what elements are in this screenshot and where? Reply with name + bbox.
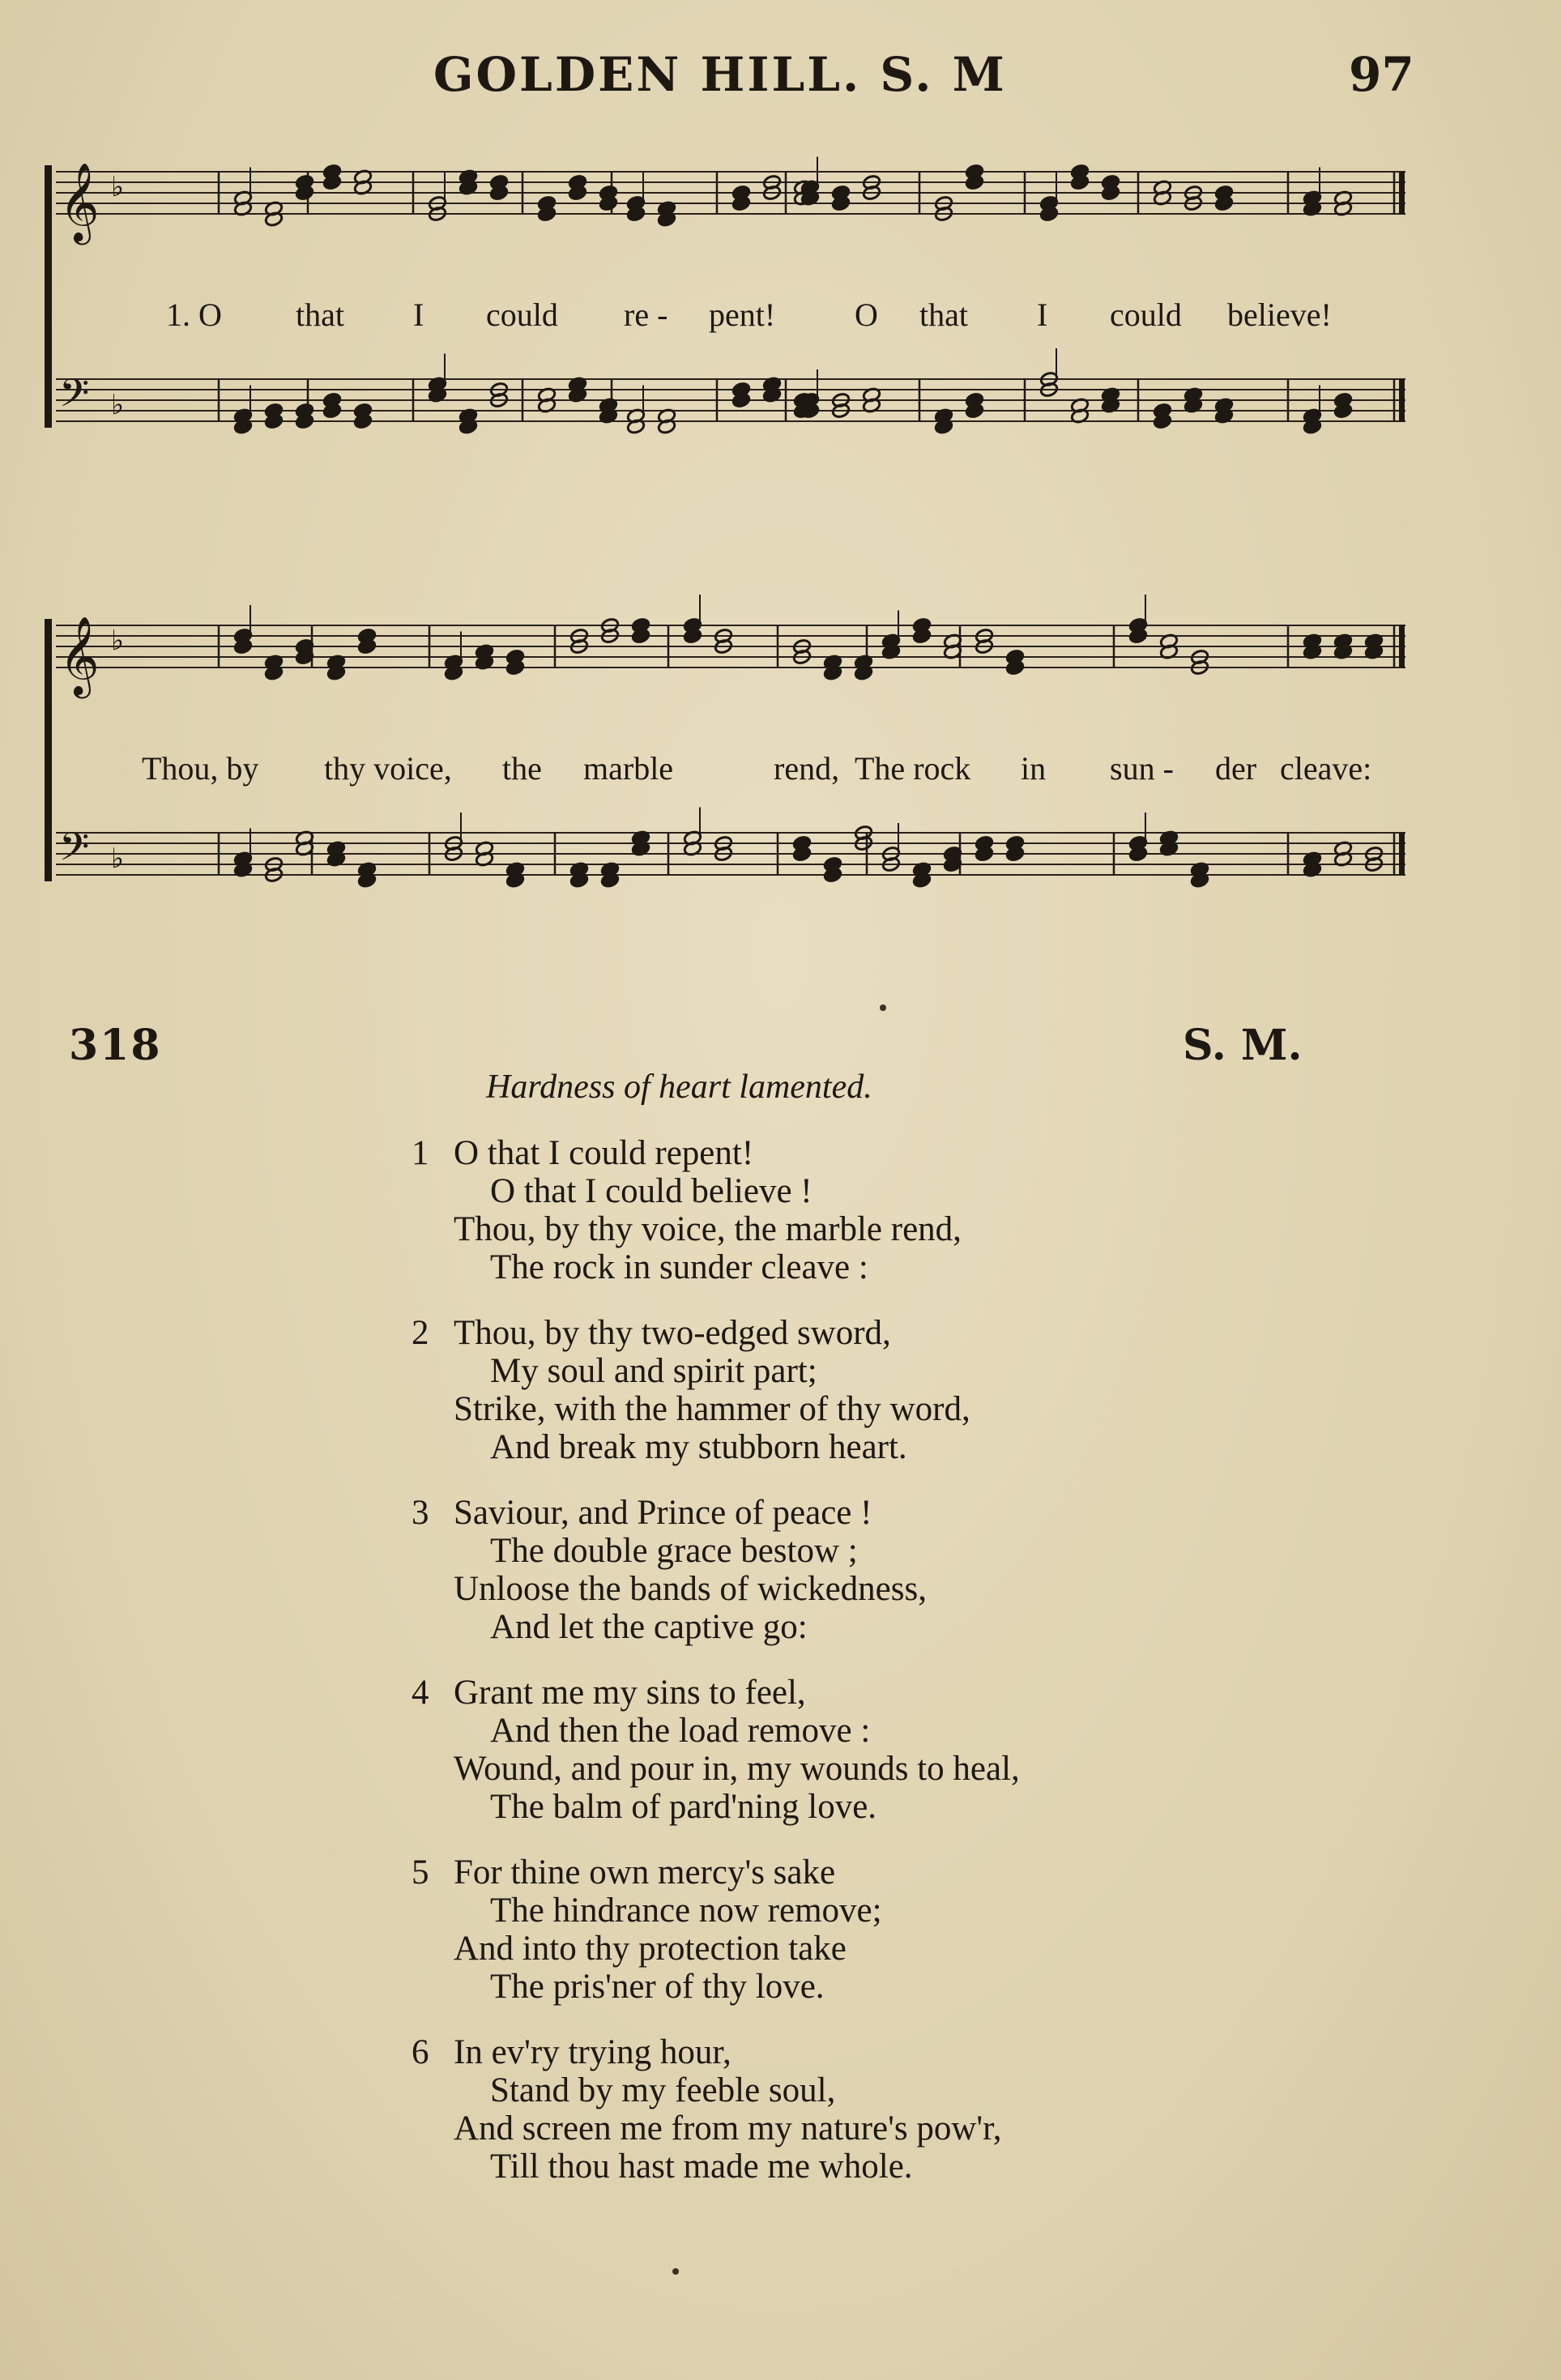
verse-line: Till thou hast made me whole. — [490, 2148, 913, 2186]
verse-number: 2 — [412, 1314, 429, 1352]
final-bar — [1399, 833, 1405, 875]
lyric: cleave: — [1280, 750, 1372, 787]
flat-icon: ♭ — [111, 842, 125, 875]
verse-line: Unloose the bands of wickedness, — [454, 1570, 927, 1608]
hymn-subtitle: Hardness of heart lamented. — [486, 1068, 872, 1106]
verse-line: The rock in sunder cleave : — [490, 1248, 868, 1286]
treble-clef-icon: 𝄞 — [59, 162, 100, 241]
lyric: re - — [624, 296, 668, 333]
final-bar — [1399, 379, 1405, 421]
verse-line: Wound, and pour in, my wounds to heal, — [454, 1750, 1020, 1788]
page-header — [0, 47, 1561, 112]
lyric: that — [919, 296, 968, 333]
lyric: The rock — [855, 750, 971, 787]
verse-line: And screen me from my nature's pow'r, — [454, 2109, 1002, 2148]
verse-line: Thou, by thy voice, the marble rend, — [454, 1210, 962, 1248]
lyric: O — [855, 296, 878, 333]
page-number: 97 — [1349, 47, 1414, 102]
flat-icon: ♭ — [111, 389, 125, 421]
hymn-verses — [405, 1134, 1296, 2213]
lyric: der — [1215, 750, 1257, 787]
verse — [405, 2033, 1296, 2186]
flat-icon: ♭ — [111, 171, 125, 203]
tune-title: GOLDEN HILL. S. M — [433, 47, 1007, 102]
verse-line: Grant me my sins to feel, — [454, 1674, 806, 1712]
verse-number: 3 — [412, 1494, 429, 1532]
lyric: in — [1021, 750, 1047, 787]
lyrics-line-1 — [45, 296, 1414, 336]
verse-line: And let the captive go: — [490, 1608, 808, 1646]
lyric: the — [502, 750, 542, 787]
lyric: could — [486, 296, 558, 333]
verse — [405, 1134, 1296, 1286]
music-system-1 — [45, 138, 1414, 527]
music-system-2 — [45, 591, 1414, 980]
hymn-heading — [0, 1021, 1561, 1069]
lyric: rend, — [774, 750, 840, 787]
verse-number: 6 — [412, 2033, 429, 2071]
verse — [405, 1314, 1296, 1466]
verse — [405, 1853, 1296, 2006]
verse — [405, 1494, 1296, 1646]
verse — [405, 1674, 1296, 1826]
treble-clef-icon: 𝄞 — [59, 616, 100, 695]
verse-line: Stand by my feeble soul, — [490, 2071, 836, 2109]
page-mark-dot — [672, 2268, 679, 2275]
lyric: I — [413, 296, 424, 333]
verse-line: The pris'ner of thy love. — [490, 1968, 825, 2006]
verse-line: My soul and spirit part; — [490, 1352, 817, 1390]
verse-line: In ev'ry trying hour, — [454, 2033, 731, 2071]
verse-line: Strike, with the hammer of thy word, — [454, 1390, 970, 1428]
verse-line: The balm of pard'ning love. — [490, 1788, 877, 1826]
lyric: could — [1110, 296, 1182, 333]
verse-line: Thou, by thy two-edged sword, — [454, 1314, 891, 1352]
lyric: that — [296, 296, 344, 333]
bass-clef-icon: 𝄢 — [59, 824, 90, 879]
lyric: Thou, by — [142, 750, 259, 787]
verse-line: And then the load remove : — [490, 1712, 871, 1750]
lyrics-line-2 — [45, 749, 1414, 790]
verse-line: Saviour, and Prince of peace ! — [454, 1494, 872, 1532]
verse-line: And into thy protection take — [454, 1930, 847, 1968]
verse-line: The hindrance now remove; — [490, 1892, 882, 1930]
verse-line: The double grace bestow ; — [490, 1532, 858, 1570]
verse-line: And break my stubborn heart. — [490, 1428, 907, 1466]
verse-number: 4 — [412, 1674, 429, 1712]
bass-clef-icon: 𝄢 — [59, 370, 90, 425]
flat-icon: ♭ — [111, 625, 125, 657]
verse-number: 1 — [412, 1134, 429, 1172]
final-bar — [1399, 625, 1405, 668]
verse-line: O that I could believe ! — [490, 1172, 812, 1210]
lyric: thy voice, — [324, 750, 452, 787]
verse-number: 5 — [412, 1853, 429, 1892]
lyric: marble — [583, 750, 674, 787]
lyric: 1. O — [166, 296, 222, 333]
hymn-number: 318 — [69, 1021, 162, 1070]
hymn-meter: S. M. — [1183, 1021, 1303, 1070]
lyric: believe! — [1227, 296, 1332, 333]
lyric: sun - — [1110, 750, 1174, 787]
lyric: pent! — [709, 296, 776, 333]
page-mark-dot — [880, 1004, 886, 1011]
lyric: I — [1037, 296, 1048, 333]
verse-line: For thine own mercy's sake — [454, 1853, 836, 1892]
final-bar — [1399, 172, 1405, 214]
verse-line: O that I could repent! — [454, 1134, 754, 1172]
